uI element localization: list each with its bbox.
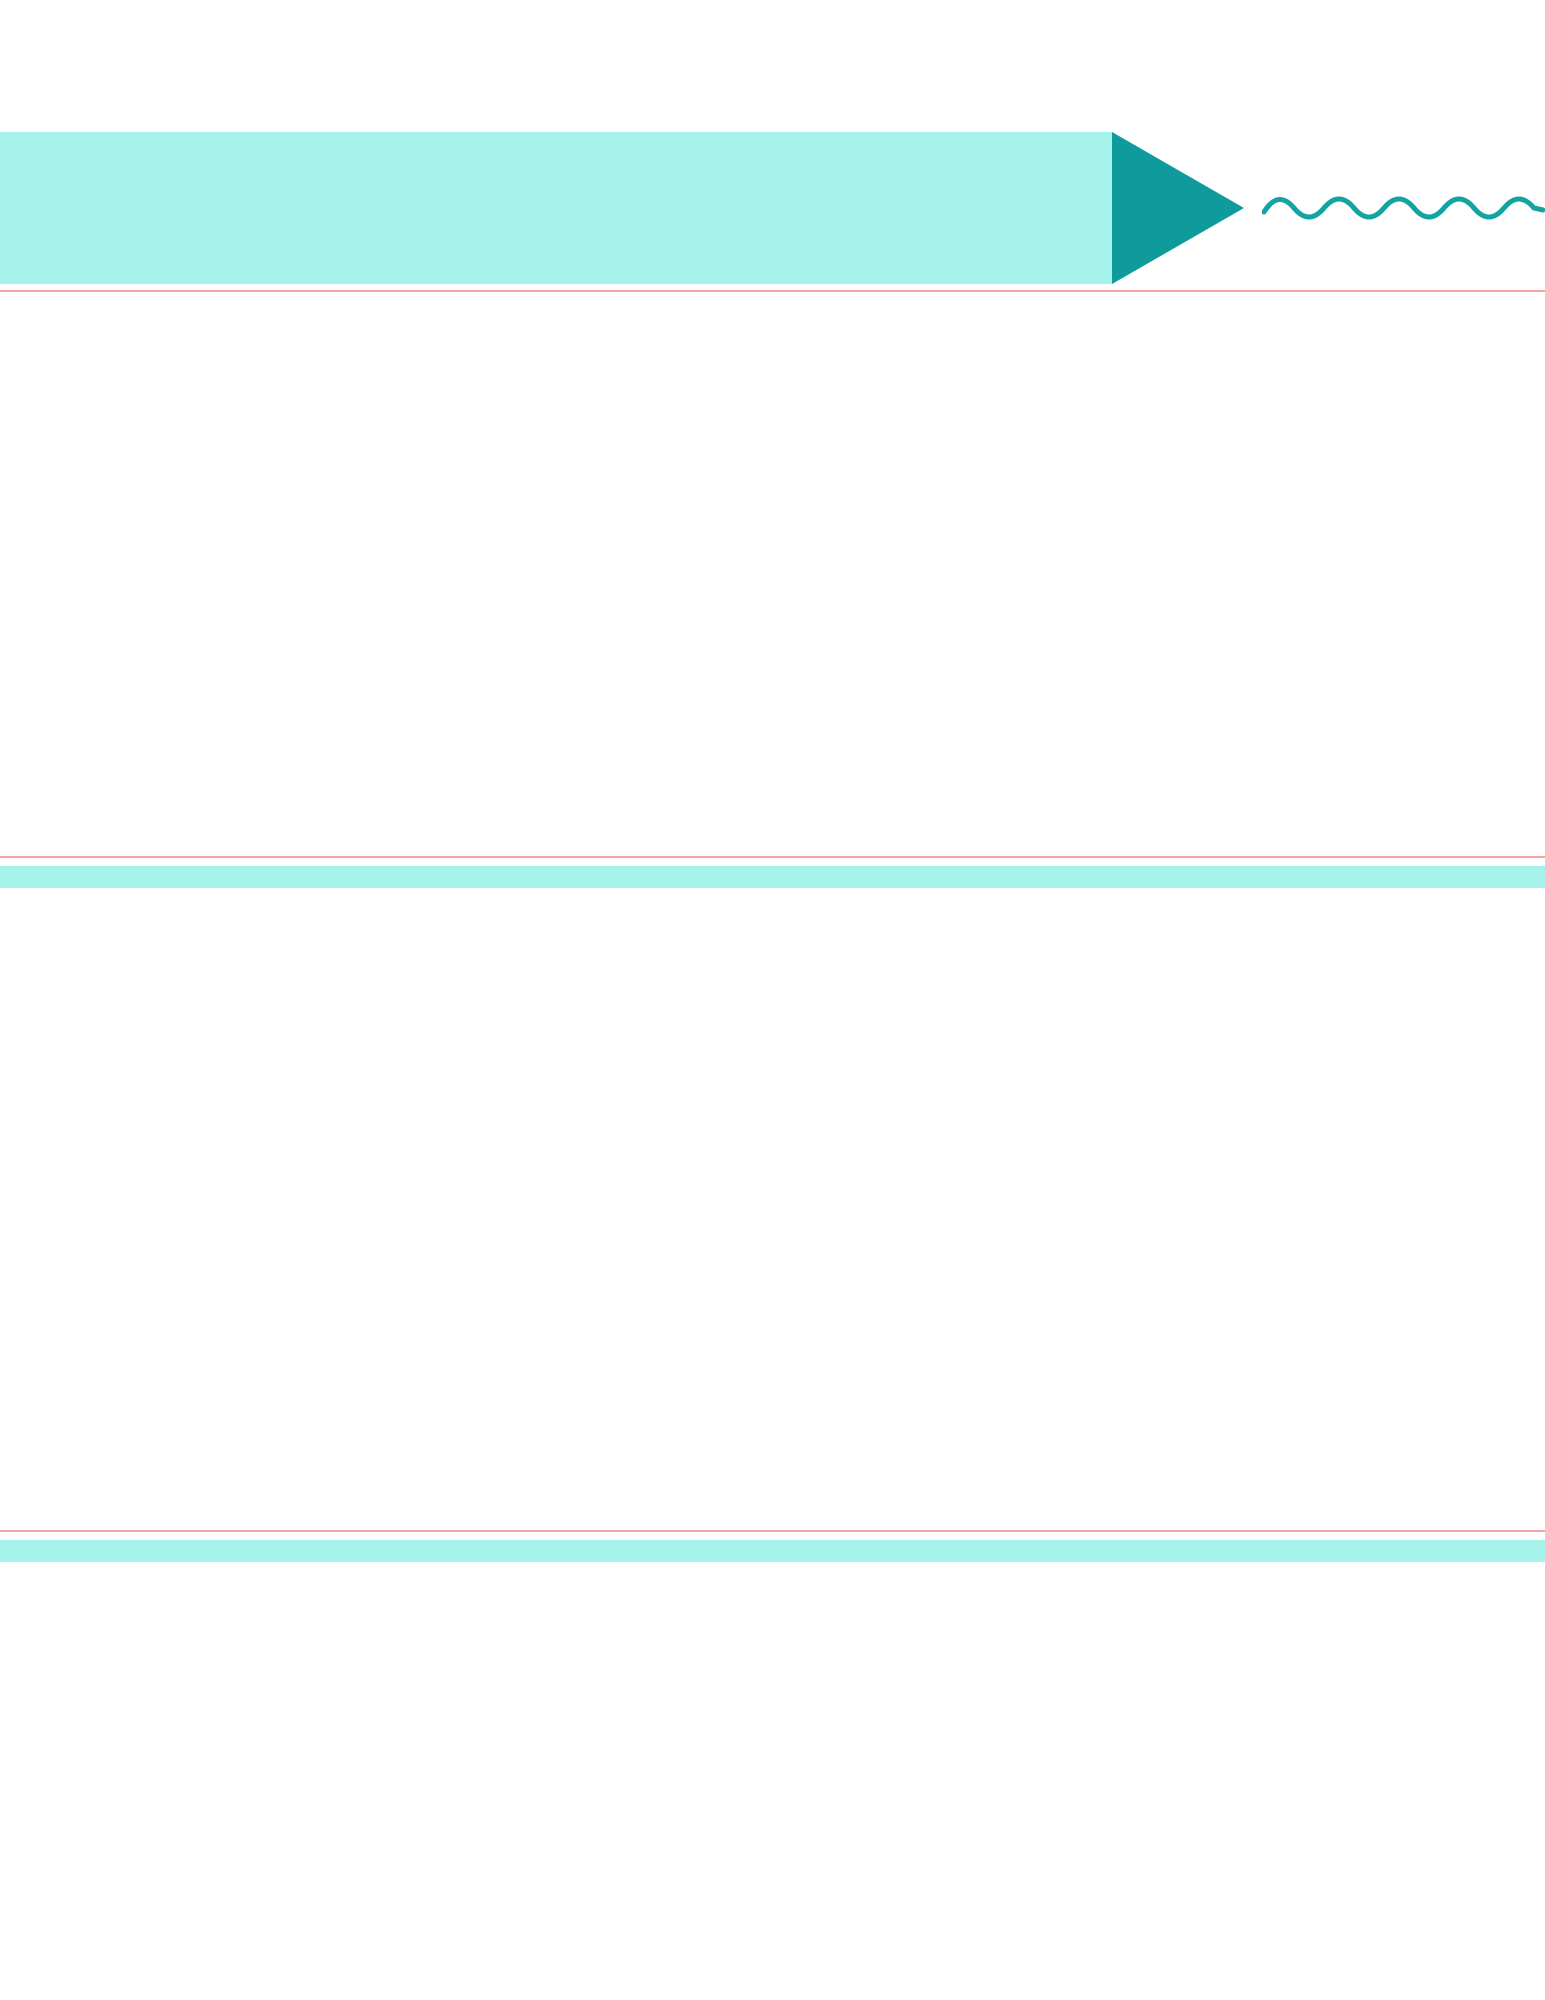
section-divider-teal bbox=[0, 1540, 1545, 1562]
pencil-eraser-stripes bbox=[0, 132, 90, 284]
decorative-dot-border-bottom bbox=[380, 1942, 1180, 1966]
month-title bbox=[300, 138, 860, 278]
squiggle-line-icon bbox=[1262, 188, 1545, 228]
section-divider-pink bbox=[0, 1530, 1545, 1532]
header-divider bbox=[0, 290, 1545, 292]
section-divider-teal bbox=[0, 866, 1545, 888]
section-divider-pink bbox=[0, 856, 1545, 858]
pencil-tip-icon bbox=[1110, 132, 1250, 284]
